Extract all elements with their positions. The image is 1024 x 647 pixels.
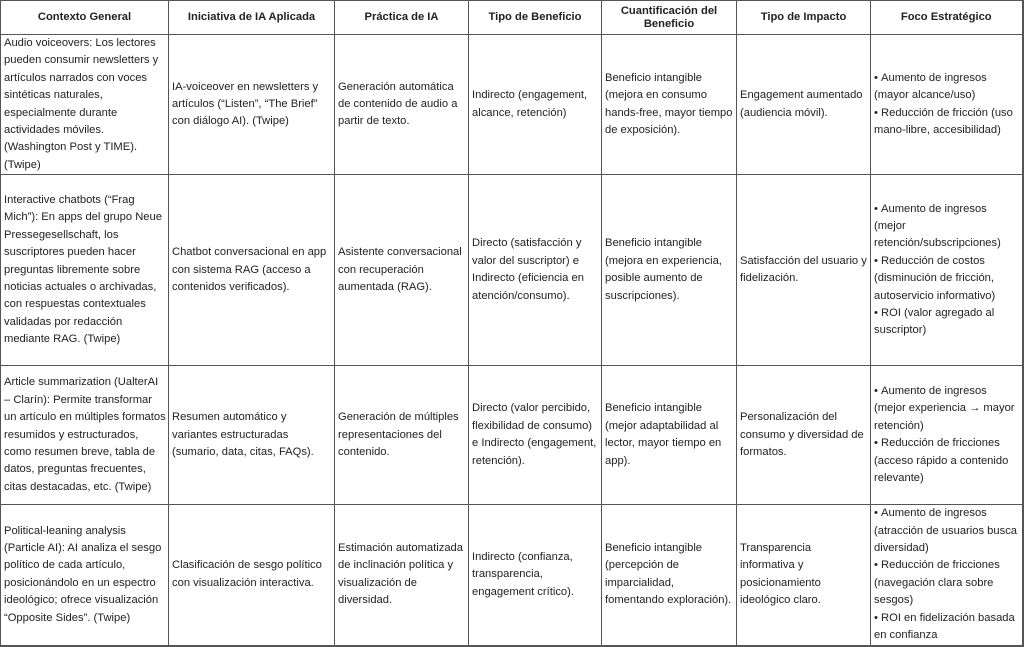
cell-tipo-beneficio: Indirecto (engagement, alcance, retención) [469, 35, 602, 175]
cell-tipo-impacto: Satisfacción del usuario y fidelización. [737, 175, 871, 366]
cell-iniciativa: Clasificación de sesgo político con visualización interactiva. [169, 505, 335, 646]
cell-practica: Generación de múltiples representaciones del contenido. [335, 366, 469, 505]
header-tipo-beneficio: Tipo de Beneficio [469, 1, 602, 35]
header-tipo-impacto: Tipo de Impacto [737, 1, 871, 35]
cell-tipo-impacto: Personalización del consumo y diversidad de formatos. [737, 366, 871, 505]
cell-foco [871, 175, 1023, 366]
cell-foco [871, 35, 1023, 175]
cell-foco [871, 366, 1023, 505]
cell-tipo-beneficio: Directo (valor percibido, flexibilidad de consumo) e Indirecto (engagement, retención). [469, 366, 602, 505]
cell-practica: Asistente conversacional con recuperación aumentada (RAG). [335, 175, 469, 366]
foco-bullet: • ROI (valor agregado al suscriptor) [874, 305, 1020, 340]
cell-tipo-beneficio: Indirecto (confianza, transparencia, engagement crítico). [469, 505, 602, 646]
header-contexto-general: Contexto General [1, 1, 169, 35]
table-row [1, 505, 1023, 646]
cell-cuantificacion: Beneficio intangible (percepción de imparcialidad, fomentando exploración). [602, 505, 737, 646]
foco-bullet: • ROI en fidelización basada en confianza [874, 610, 1020, 645]
foco-bullet: • Reducción de fricciones (acceso rápido a contenido relevante) [874, 435, 1020, 487]
foco-bullet: • Aumento de ingresos (mejor retención/subscripciones) [874, 201, 1020, 253]
cell-contexto: Political-leaning analysis (Particle AI): AI analiza el sesgo político de cada artículo, posicionándolo en un espectro ideológico; ofrece visualización “Opposite Sides”. (Twipe) [1, 505, 169, 646]
cell-tipo-beneficio: Directo (satisfacción y valor del suscriptor) e Indirecto (eficiencia en atención/consumo). [469, 175, 602, 366]
header-row [1, 1, 1023, 35]
cell-iniciativa: Chatbot conversacional en app con sistema RAG (acceso a contenidos verificados). [169, 175, 335, 366]
cell-iniciativa: Resumen automático y variantes estructuradas (sumario, data, citas, FAQs). [169, 366, 335, 505]
cell-cuantificacion: Beneficio intangible (mejor adaptabilidad al lector, mayor tiempo en app). [602, 366, 737, 505]
cell-practica: Estimación automatizada de inclinación política y visualización de diversidad. [335, 505, 469, 646]
cell-foco [871, 505, 1023, 646]
foco-bullet: • Aumento de ingresos (atracción de usuarios busca diversidad) [874, 505, 1020, 557]
header-practica: Práctica de IA [335, 1, 469, 35]
table-row [1, 366, 1023, 505]
cell-contexto: Article summarization (UalterAI – Clarín): Permite transformar un artículo en múltiples formatos resumidos y estructurados, como resumen breve, tabla de datos, preguntas frecuentes, citas destacadas, etc. (Twipe) [1, 366, 169, 505]
cell-contexto: Audio voiceovers: Los lectores pueden consumir newsletters y artículos narrados con voces sintéticas naturales, especialmente durante actividades móviles. (Washington Post y TIME). (Twipe) [1, 35, 169, 175]
cell-tipo-impacto: Transparencia informativa y posicionamiento ideológico claro. [737, 505, 871, 646]
cell-cuantificacion: Beneficio intangible (mejora en experiencia, posible aumento de suscripciones). [602, 175, 737, 366]
cell-iniciativa: IA-voiceover en newsletters y artículos (“Listen”, “The Brief” con diálogo AI). (Twipe) [169, 35, 335, 175]
header-iniciativa: Iniciativa de IA Aplicada [169, 1, 335, 35]
cell-cuantificacion: Beneficio intangible (mejora en consumo hands-free, mayor tiempo de exposición). [602, 35, 737, 175]
cell-contexto: Interactive chatbots (“Frag Mich”): En apps del grupo Neue Pressegesellschaft, los suscriptores pueden hacer preguntas libremente sobre noticias actuales o archivadas, con respuestas contextuales validadas por redacción mediante RAG. (Twipe) [1, 175, 169, 366]
foco-bullet: • Aumento de ingresos (mejor experiencia → mayor retención) [874, 383, 1020, 435]
table-row [1, 35, 1023, 175]
foco-bullet: • Reducción de fricción (uso mano-libre, accesibilidad) [874, 105, 1020, 140]
header-cuantificacion: Cuantificación del Beneficio [602, 1, 737, 35]
header-foco-estrategico: Foco Estratégico [871, 1, 1023, 35]
table-row [1, 175, 1023, 366]
cell-tipo-impacto: Engagement aumentado (audiencia móvil). [737, 35, 871, 175]
foco-bullet: • Reducción de fricciones (navegación clara sobre sesgos) [874, 557, 1020, 609]
foco-bullet: • Aumento de ingresos (mayor alcance/uso) [874, 70, 1020, 105]
foco-bullet: • Reducción de costos (disminución de fricción, autoservicio informativo) [874, 253, 1020, 305]
cell-practica: Generación automática de contenido de audio a partir de texto. [335, 35, 469, 175]
